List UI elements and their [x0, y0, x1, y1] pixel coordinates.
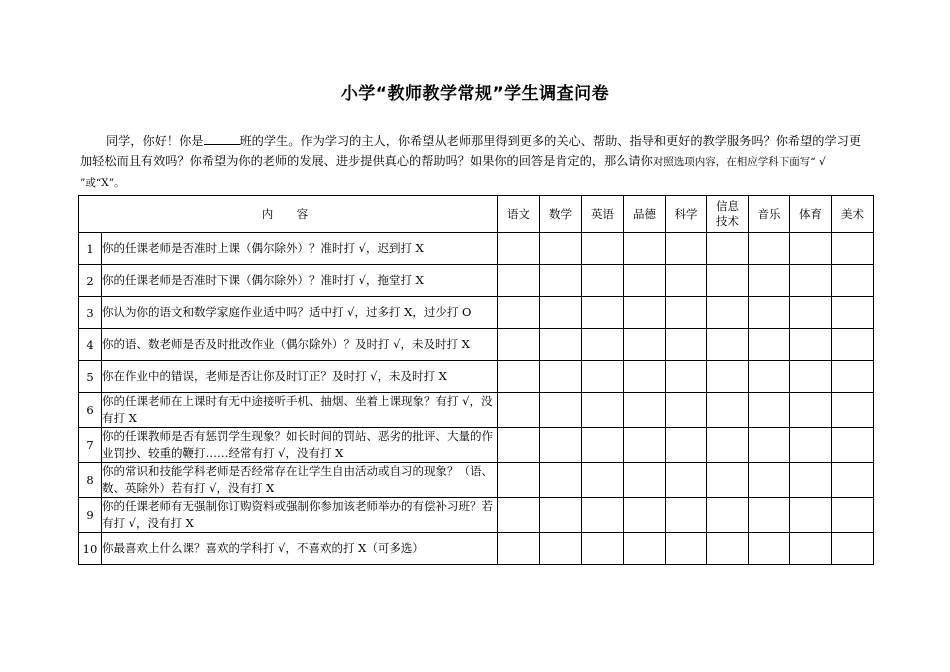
answer-cell[interactable] — [832, 265, 874, 297]
answer-cell[interactable] — [832, 361, 874, 393]
subject-header: 品德 — [624, 196, 666, 233]
question-text: 你的任课老师在上课时有无中途接听手机、抽烟、坐着上课现象？有打 √，没有打 X — [102, 393, 498, 428]
answer-cell[interactable] — [707, 297, 749, 329]
answer-cell[interactable] — [540, 233, 582, 265]
table-row — [79, 329, 874, 361]
answer-cell[interactable] — [790, 361, 832, 393]
answer-cell[interactable] — [790, 233, 832, 265]
table-row — [79, 533, 874, 565]
answer-cell[interactable] — [582, 361, 624, 393]
answer-cell[interactable] — [790, 498, 832, 533]
question-text: 你的任课教师是否有惩罚学生现象？如长时间的罚站、恶劣的批评、大量的作业罚抄、较重的鞭打……经常有打 √，没有打 X — [102, 428, 498, 463]
answer-cell[interactable] — [498, 393, 540, 428]
answer-cell[interactable] — [832, 329, 874, 361]
content-header: 内 容 — [79, 196, 498, 233]
question-number: 5 — [79, 361, 102, 393]
subject-header: 科学 — [666, 196, 707, 233]
answer-cell[interactable] — [790, 329, 832, 361]
answer-cell[interactable] — [624, 498, 666, 533]
answer-cell[interactable] — [749, 297, 790, 329]
answer-cell[interactable] — [749, 329, 790, 361]
table-row — [79, 393, 874, 428]
answer-cell[interactable] — [666, 233, 707, 265]
answer-cell[interactable] — [749, 428, 790, 463]
answer-cell[interactable] — [707, 428, 749, 463]
question-number: 2 — [79, 265, 102, 297]
answer-cell[interactable] — [540, 329, 582, 361]
answer-cell[interactable] — [707, 233, 749, 265]
answer-cell[interactable] — [624, 233, 666, 265]
answer-cell[interactable] — [582, 329, 624, 361]
answer-cell[interactable] — [540, 297, 582, 329]
table-row — [79, 463, 874, 498]
answer-cell[interactable] — [790, 463, 832, 498]
question-text: 你认为你的语文和数学家庭作业适中吗？适中打 √，过多打 X，过少打 O — [102, 297, 498, 329]
answer-cell[interactable] — [540, 393, 582, 428]
answer-cell[interactable] — [832, 498, 874, 533]
answer-cell[interactable] — [498, 265, 540, 297]
answer-cell[interactable] — [582, 498, 624, 533]
question-number: 8 — [79, 463, 102, 498]
subject-header: 信息 技术 — [707, 196, 749, 233]
answer-cell[interactable] — [666, 533, 707, 565]
question-number: 9 — [79, 498, 102, 533]
table-row — [79, 297, 874, 329]
question-number: 7 — [79, 428, 102, 463]
intro-text-2: 班的学生。作为学习的主人，你希望从老师那里得到更多的关心、帮助、指导和更好的教学服务吗？你希望的学习更加轻松而且有效吗？你希望为你的老师的发展、进步提供真心的帮助吗？如果你的回答是肯定的，那么请你 — [80, 134, 862, 168]
answer-cell[interactable] — [832, 463, 874, 498]
answer-cell[interactable] — [540, 533, 582, 565]
answer-cell[interactable] — [707, 265, 749, 297]
subject-header: 数学 — [540, 196, 582, 233]
answer-cell[interactable] — [790, 393, 832, 428]
answer-cell[interactable] — [707, 463, 749, 498]
answer-cell[interactable] — [666, 265, 707, 297]
answer-cell[interactable] — [582, 265, 624, 297]
answer-cell[interactable] — [749, 498, 790, 533]
answer-cell[interactable] — [624, 393, 666, 428]
answer-cell[interactable] — [498, 329, 540, 361]
answer-cell[interactable] — [707, 498, 749, 533]
answer-cell[interactable] — [832, 233, 874, 265]
answer-cell[interactable] — [624, 361, 666, 393]
answer-cell[interactable] — [666, 463, 707, 498]
subject-header: 体育 — [790, 196, 832, 233]
answer-cell[interactable] — [582, 428, 624, 463]
answer-cell[interactable] — [624, 463, 666, 498]
intro-text-1: 同学，你好！你是 — [106, 134, 204, 148]
answer-cell[interactable] — [666, 297, 707, 329]
question-text: 你在作业中的错误，老师是否让你及时订正？及时打 √，未及时打 X — [102, 361, 498, 393]
answer-cell[interactable] — [749, 393, 790, 428]
answer-cell[interactable] — [749, 265, 790, 297]
answer-cell[interactable] — [666, 361, 707, 393]
subject-header: 语文 — [498, 196, 540, 233]
question-text: 你最喜欢上什么课？喜欢的学科打 √，不喜欢的打 X（可多选） — [102, 533, 498, 565]
answer-cell[interactable] — [498, 361, 540, 393]
answer-cell[interactable] — [498, 297, 540, 329]
survey-table — [78, 195, 874, 565]
answer-cell[interactable] — [666, 393, 707, 428]
answer-cell[interactable] — [749, 233, 790, 265]
answer-cell[interactable] — [498, 498, 540, 533]
answer-cell[interactable] — [832, 393, 874, 428]
answer-cell[interactable] — [582, 297, 624, 329]
answer-cell[interactable] — [749, 463, 790, 498]
table-row — [79, 233, 874, 265]
answer-cell[interactable] — [498, 463, 540, 498]
answer-cell[interactable] — [832, 428, 874, 463]
answer-cell[interactable] — [624, 533, 666, 565]
answer-cell[interactable] — [540, 463, 582, 498]
question-number: 1 — [79, 233, 102, 265]
subject-header: 美术 — [832, 196, 874, 233]
answer-cell[interactable] — [582, 533, 624, 565]
subject-header: 英语 — [582, 196, 624, 233]
answer-cell[interactable] — [707, 393, 749, 428]
answer-cell[interactable] — [707, 329, 749, 361]
intro-paragraph — [80, 131, 872, 193]
answer-cell[interactable] — [832, 533, 874, 565]
table-row — [79, 428, 874, 463]
answer-cell[interactable] — [749, 533, 790, 565]
answer-cell[interactable] — [582, 233, 624, 265]
table-row — [79, 265, 874, 297]
answer-cell[interactable] — [666, 329, 707, 361]
answer-cell[interactable] — [790, 297, 832, 329]
table-row — [79, 498, 874, 533]
answer-cell[interactable] — [540, 361, 582, 393]
answer-cell[interactable] — [582, 463, 624, 498]
subject-header: 音乐 — [749, 196, 790, 233]
answer-cell[interactable] — [707, 361, 749, 393]
question-text: 你的任课老师有无强制你订购资料或强制你参加该老师举办的有偿补习班？若有打 √，没有打 X — [102, 498, 498, 533]
page-title: 小学“教师教学常规”学生调查问卷 — [340, 84, 610, 104]
answer-cell[interactable] — [749, 361, 790, 393]
table-row — [79, 361, 874, 393]
answer-cell[interactable] — [666, 428, 707, 463]
intro-text-3: 对照选项内容，在相应学科下面写“ √ ”或“X”。 — [80, 156, 826, 189]
question-number: 3 — [79, 297, 102, 329]
answer-cell[interactable] — [624, 297, 666, 329]
question-text: 你的任课老师是否准时下课（偶尔除外）？准时打 √，拖堂打 X — [102, 265, 498, 297]
question-number: 6 — [79, 393, 102, 428]
question-text: 你的语、数老师是否及时批改作业（偶尔除外）？及时打 √，未及时打 X — [102, 329, 498, 361]
question-text: 你的常识和技能学科老师是否经常存在让学生自由活动或自习的现象？（语、数、英除外）若有打 √，没有打 X — [102, 463, 498, 498]
table-header-row — [79, 196, 874, 233]
answer-cell[interactable] — [540, 428, 582, 463]
answer-cell[interactable] — [624, 329, 666, 361]
answer-cell[interactable] — [707, 533, 749, 565]
answer-cell[interactable] — [624, 428, 666, 463]
answer-cell[interactable] — [832, 297, 874, 329]
answer-cell[interactable] — [540, 265, 582, 297]
answer-cell[interactable] — [498, 233, 540, 265]
answer-cell[interactable] — [790, 428, 832, 463]
answer-cell[interactable] — [666, 498, 707, 533]
answer-cell[interactable] — [540, 498, 582, 533]
class-blank-line[interactable] — [204, 131, 240, 145]
answer-cell[interactable] — [498, 428, 540, 463]
answer-cell[interactable] — [790, 265, 832, 297]
answer-cell[interactable] — [498, 533, 540, 565]
question-number: 10 — [79, 533, 102, 565]
answer-cell[interactable] — [582, 393, 624, 428]
question-number: 4 — [79, 329, 102, 361]
table-body — [79, 233, 874, 565]
question-text: 你的任课老师是否准时上课（偶尔除外）？准时打 √，迟到打 X — [102, 233, 498, 265]
answer-cell[interactable] — [624, 265, 666, 297]
answer-cell[interactable] — [790, 533, 832, 565]
